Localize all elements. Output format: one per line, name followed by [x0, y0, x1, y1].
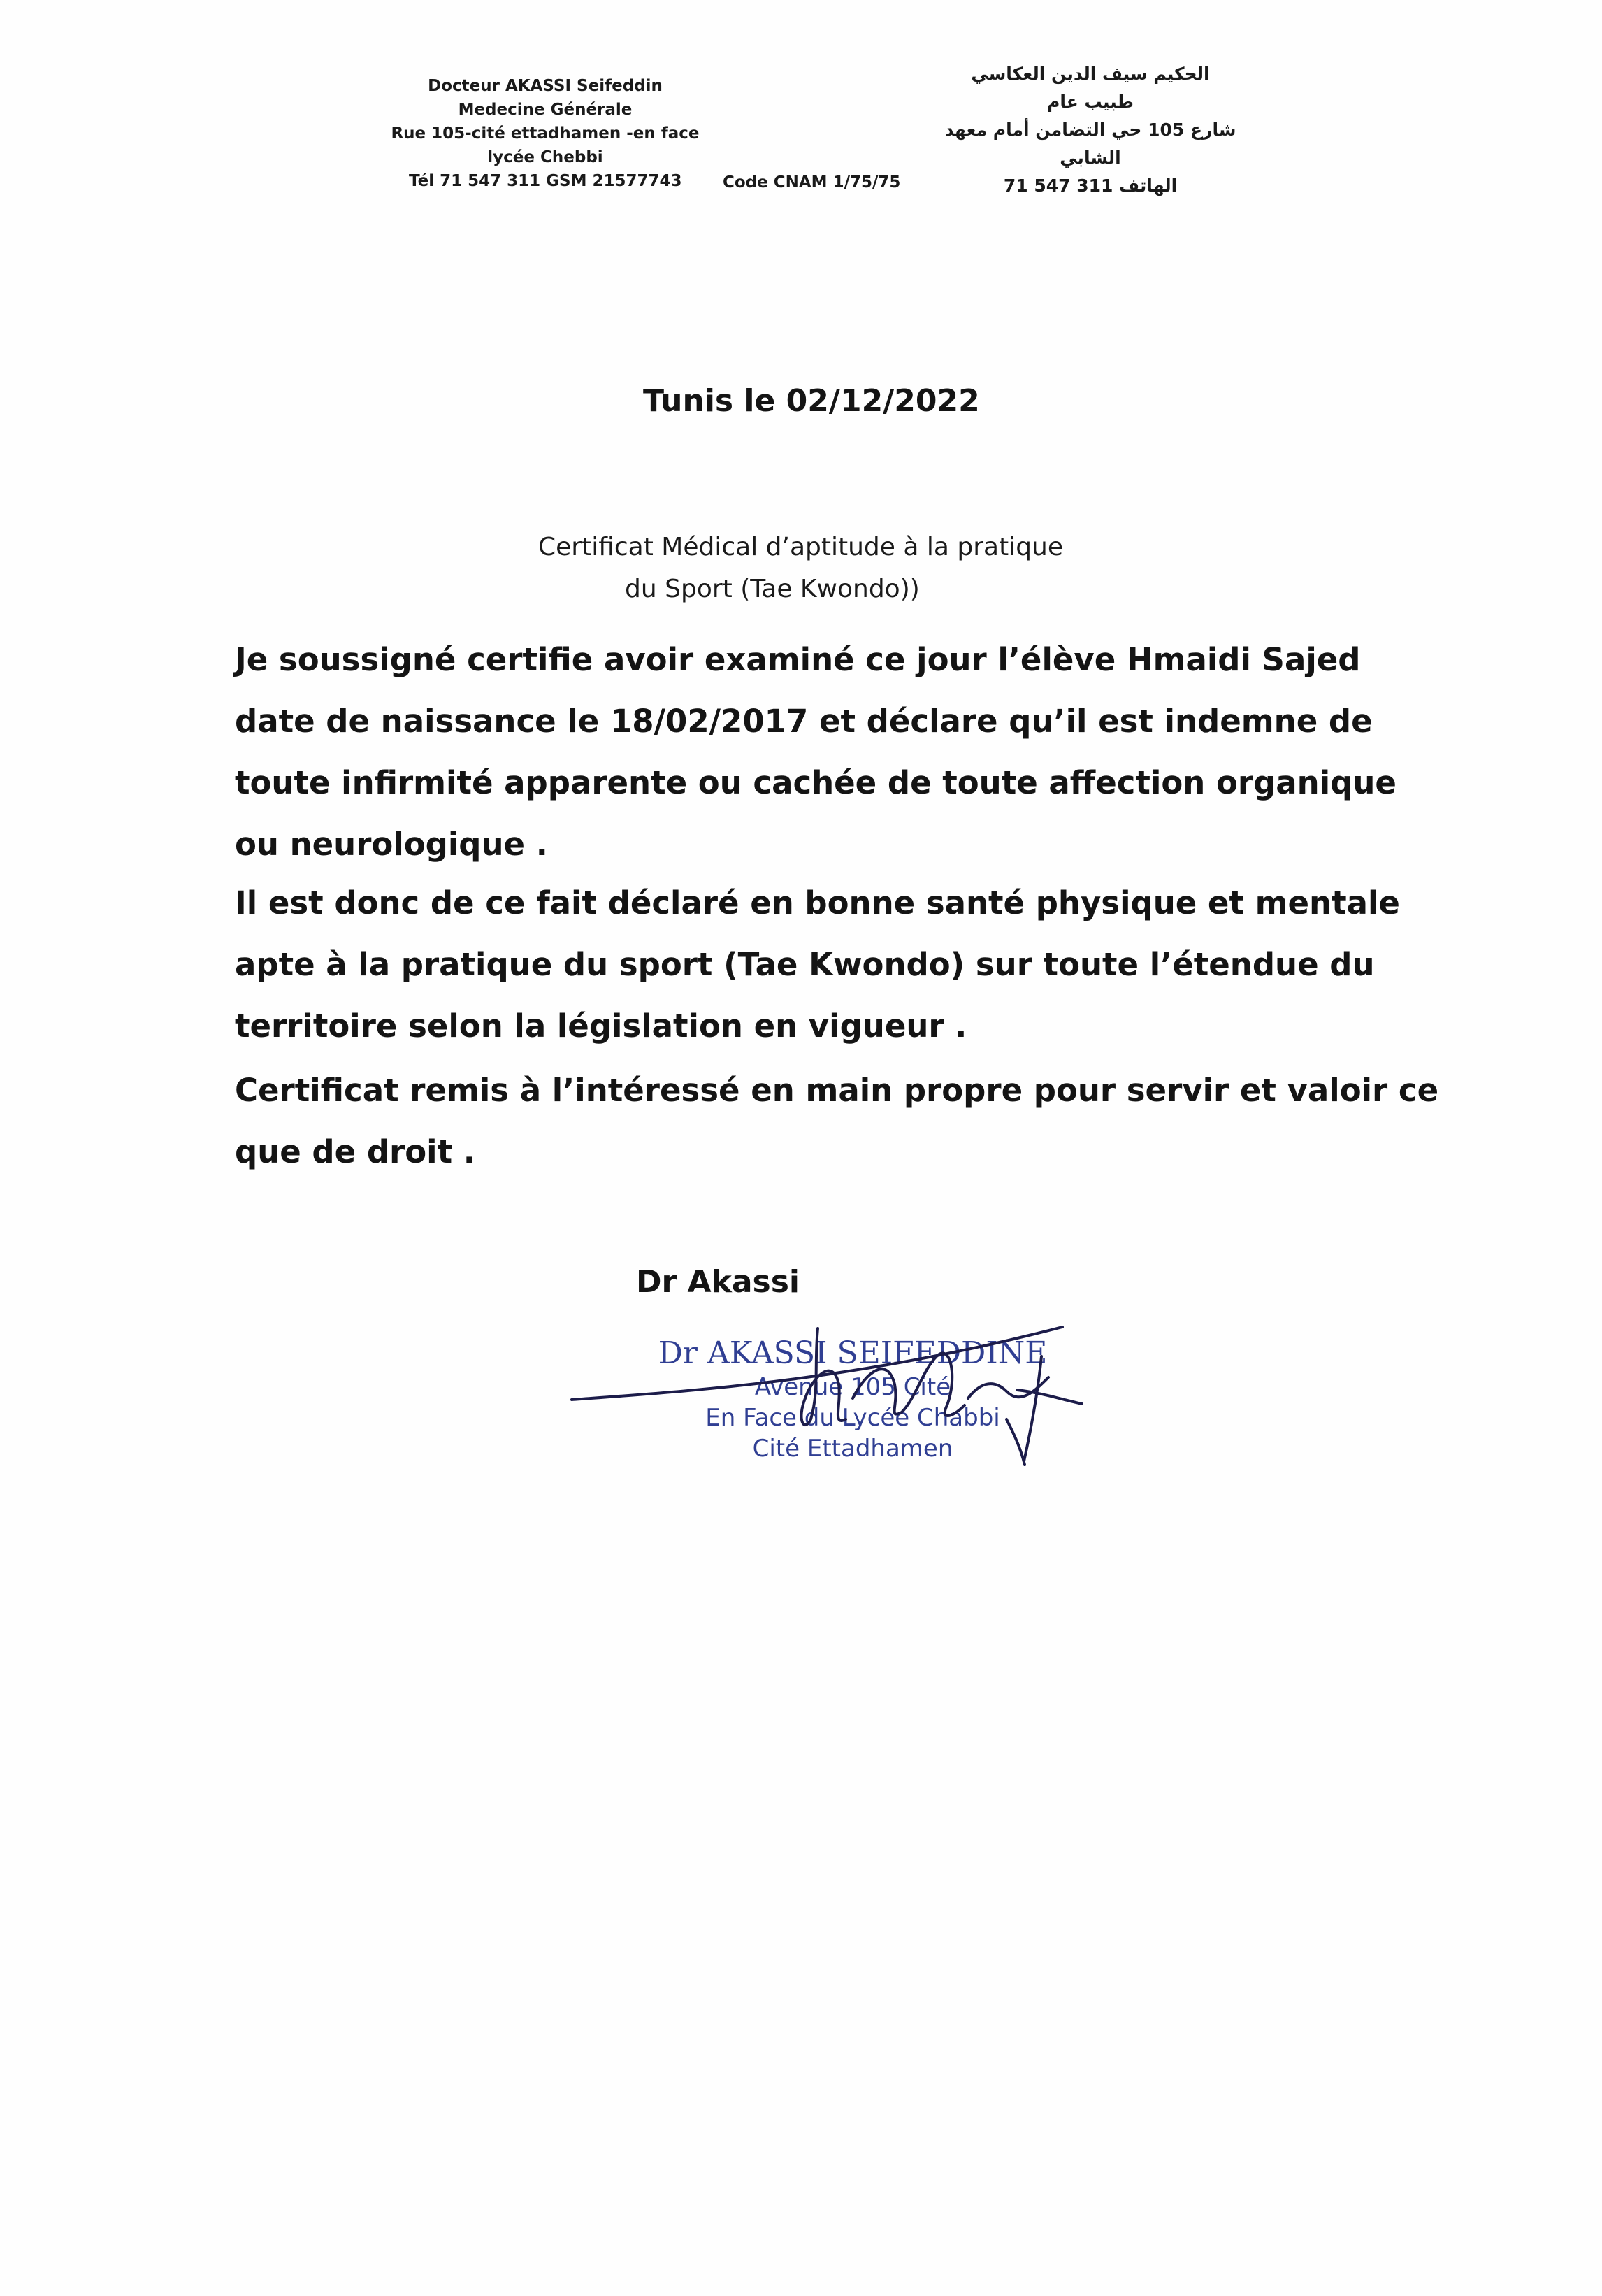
text-line: Il est donc de ce fait déclaré en bonne santé physique et mentale [235, 884, 1400, 921]
text-line: que de droit . [235, 1133, 475, 1170]
doctor-phone: Tél 71 547 311 GSM 21577743 [409, 172, 682, 190]
text-line: Certificat remis à l’intéressé en main propre pour servir et valoir ce [235, 1072, 1439, 1109]
doctor-address: Rue 105-cité ettadhamen -en face [391, 124, 700, 143]
text-line: toute infirmité apparente ou cachée de toute affection organique [235, 764, 1397, 801]
doctor-phone-ar: الهاتف 311 547 71 [1003, 175, 1178, 196]
text-line: Je soussigné certifie avoir examiné ce jour l’élève Hmaidi Sajed [235, 641, 1361, 678]
doctor-address-ar-2: الشابي [1060, 148, 1121, 168]
doctor-address-ar: شارع 105 حي التضامن أمام معهد [944, 120, 1236, 140]
certificate-date: Tunis le 02/12/2022 [643, 383, 980, 419]
doctor-header-ar [937, 60, 1244, 200]
certificate-title-line1: Certificat Médical d’aptitude à la pratique [538, 533, 1064, 561]
stamp-line-1: Dr AKASSI SEIFEDDINE [658, 1335, 1048, 1371]
doctor-name: Docteur AKASSI Seifeddin [428, 77, 663, 95]
text-line: ou neurologique . [235, 826, 548, 863]
doctor-name-ar: الحكيم سيف الدين العكاسي [971, 64, 1210, 84]
stamp-line-2: Avenue 105 Cité [754, 1373, 951, 1401]
doctor-address-2: lycée Chebbi [487, 148, 603, 166]
paragraph-examination [235, 629, 1397, 875]
paragraph-aptitude [235, 873, 1400, 1057]
doctor-header-fr [377, 74, 713, 193]
text-line: date de naissance le 18/02/2017 et déclare qu’il est indemne de [235, 703, 1373, 740]
text-line: apte à la pratique du sport (Tae Kwondo) sur toute l’étendue du [235, 946, 1375, 983]
handwritten-signature [559, 1314, 1090, 1538]
signatory-name: Dr Akassi [636, 1264, 800, 1300]
text-line: territoire selon la législation en vigueur . [235, 1007, 967, 1045]
doctor-specialty-ar: طبيب عام [1047, 92, 1134, 112]
paragraph-closing [235, 1060, 1439, 1183]
certificate-title-line2: du Sport (Tae Kwondo)) [625, 575, 920, 603]
stamp-line-3: En Face du Lycée Chabbi [705, 1404, 1000, 1432]
doctor-specialty: Medecine Générale [458, 101, 633, 119]
cnam-code: Code CNAM 1/75/75 [723, 173, 901, 192]
stamp-line-4: Cité Ettadhamen [752, 1435, 953, 1463]
